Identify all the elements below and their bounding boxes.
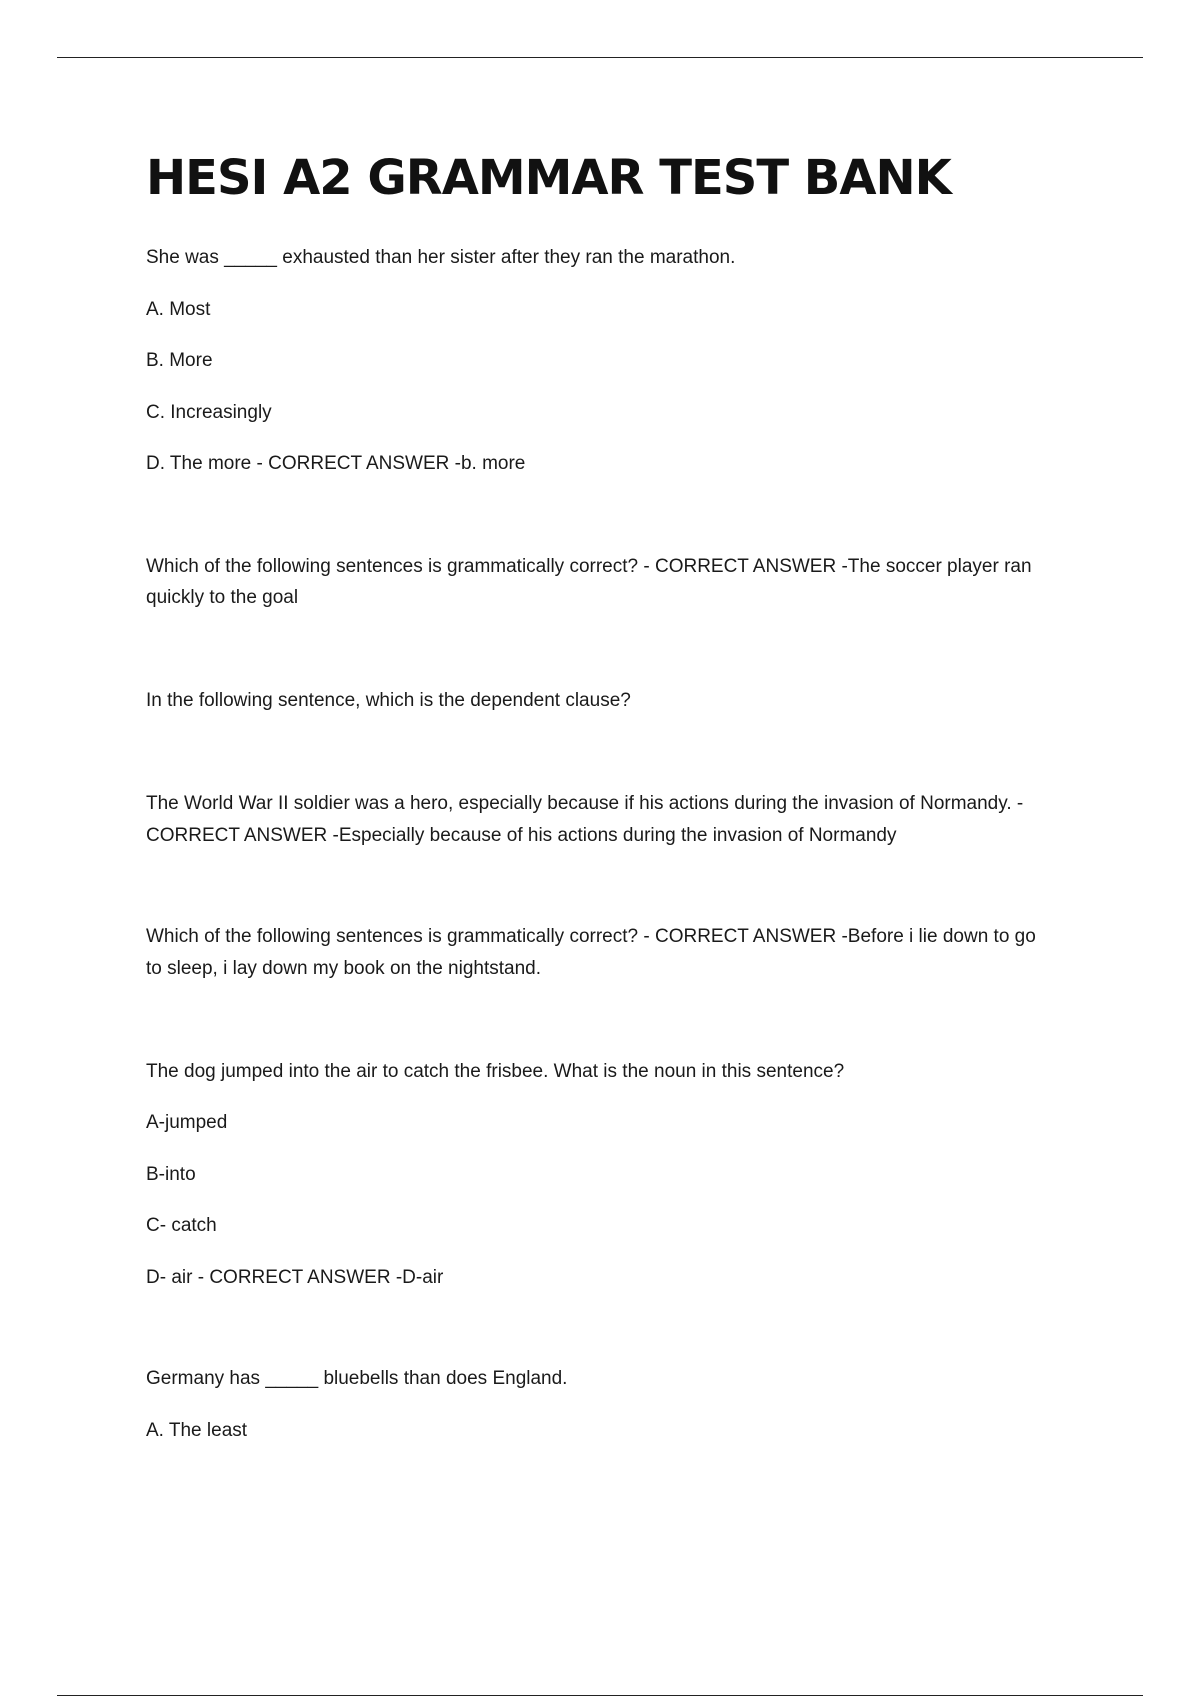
q3-line-2: CORRECT ANSWER -Especially because of his actions during the invasion of Normandy: [146, 825, 897, 846]
q4-line-2: to sleep, i lay down my book on the nightstand.: [146, 958, 542, 979]
q1-option-b: B. More: [146, 350, 213, 371]
q5-option-d: D- air - CORRECT ANSWER -D-air: [146, 1267, 444, 1288]
q5-option-b: B-into: [146, 1164, 196, 1185]
q3-line-1: The World War II soldier was a hero, especially because if his actions during the invasion of Normandy. -: [146, 793, 1024, 814]
q1-question: She was _____ exhausted than her sister after they ran the marathon.: [146, 247, 736, 268]
q1-option-a: A. Most: [146, 299, 211, 320]
q5-question: The dog jumped into the air to catch the frisbee. What is the noun in this sentence?: [146, 1061, 845, 1082]
q2-line-2: quickly to the goal: [146, 587, 299, 608]
q5-option-a: A-jumped: [146, 1112, 228, 1133]
top-rule: [57, 57, 1143, 58]
document-title: HESI A2 GRAMMAR TEST BANK: [146, 150, 951, 206]
q1-option-d: D. The more - CORRECT ANSWER -b. more: [146, 453, 526, 474]
q4-line-1: Which of the following sentences is grammatically correct? - CORRECT ANSWER -Before i lie down to go: [146, 926, 1036, 947]
q3-prompt: In the following sentence, which is the dependent clause?: [146, 690, 631, 711]
q5-option-c: C- catch: [146, 1215, 217, 1236]
q6-option-a: A. The least: [146, 1420, 248, 1441]
q6-question: Germany has _____ bluebells than does England.: [146, 1368, 568, 1389]
bottom-rule: [57, 1695, 1143, 1696]
q2-line-1: Which of the following sentences is grammatically correct? - CORRECT ANSWER -The soccer player ran: [146, 556, 1032, 577]
q1-option-c: C. Increasingly: [146, 402, 272, 423]
